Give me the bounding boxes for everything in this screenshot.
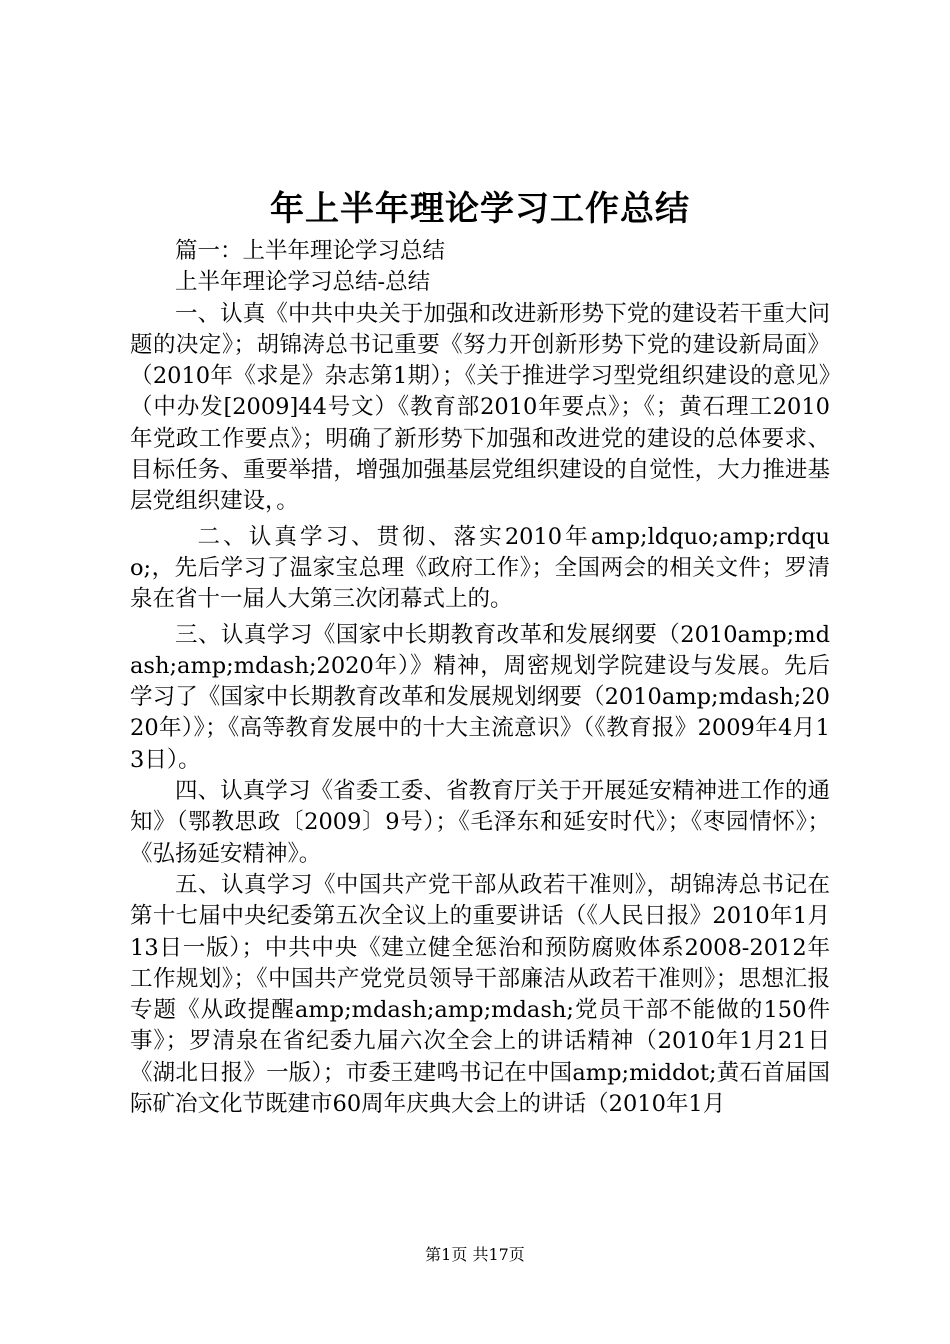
paragraph-1: 一、认真《中共中央关于加强和改进新形势下党的建设若干重大问题的决定》；胡锦涛总书记重要《努力开创新形势下党的建设新局面》（2010年《求是》杂志第1期）；《关于推进学习型党组织建设的意见》（中办发[2009]44号文）《教育部2010年要点》；《；黄石理工2010年党政工作要点》；明确了新形势下加强和改进党的建设的总体要求、目标任务、重要举措，增强加强基层党组织建设的自觉性，大力推进基层党组织建设，。 bbox=[130, 300, 830, 515]
document-body bbox=[130, 236, 830, 1120]
document-title: 年上半年理论学习工作总结 bbox=[270, 189, 690, 229]
paragraph-2: 二、认真学习、贯彻、落实2010年amp;ldquo;amp;rdquo;，先后学习了温家宝总理《政府工作》；全国两会的相关文件；罗清泉在省十一届人大第三次闭幕式上的。 bbox=[130, 523, 830, 613]
subtitle: 上半年理论学习总结-总结 bbox=[175, 269, 431, 296]
section-heading: 篇一：上半年理论学习总结 bbox=[175, 238, 446, 264]
paragraph-5: 五、认真学习《中国共产党干部从政若干准则》，胡锦涛总书记在第十七届中央纪委第五次全议上的重要讲话（《人民日报》2010年1月13日一版）；中共中央《建立健全惩治和预防腐败体系2008-2012年工作规划》；《中国共产党党员领导干部廉洁从政若干准则》；思想汇报专题《从政提醒amp;mdash;amp;mdash;党员干部不能做的150件事》；罗清泉在省纪委九届六次全会上的讲话精神（2010年1月21日《湖北日报》一版）；市委王建鸣书记在中国amp;middot;黄石首届国际矿冶文化节既建市60周年庆典大会上的讲话（2010年1月 bbox=[130, 871, 830, 1118]
paragraph-4: 四、认真学习《省委工委、省教育厅关于开展延安精神进工作的通知》（鄂教思政〔2009〕9号）；《毛泽东和延安时代》；《枣园情怀》；《弘扬延安精神》。 bbox=[130, 778, 830, 867]
paragraph-3: 三、认真学习《国家中长期教育改革和发展纲要（2010amp;mdash;amp;mdash;2020年）》精神，周密规划学院建设与发展。先后学习了《国家中长期教育改革和发展规划纲要（2010amp;mdash;2020年）》；《高等教育发展中的十大主流意识》（《教育报》2009年4月13日）。 bbox=[130, 621, 830, 773]
page-footer: 第1页 共17页 bbox=[425, 1245, 525, 1264]
